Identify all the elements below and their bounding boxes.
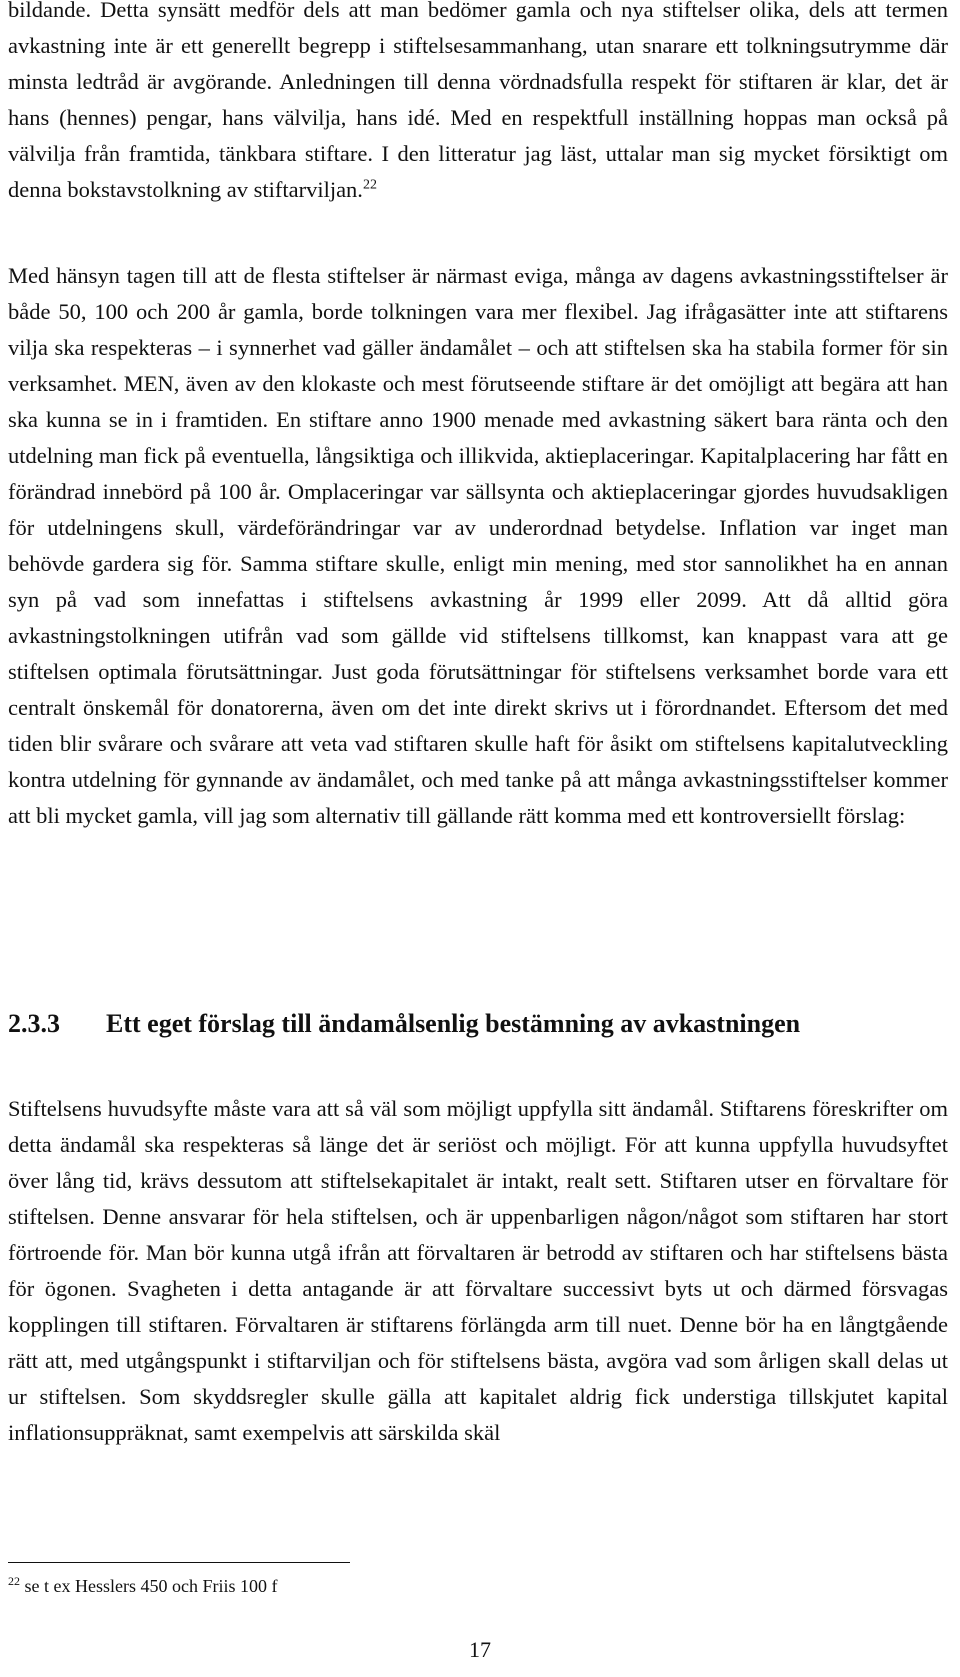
paragraph-1 bbox=[8, 0, 948, 208]
paragraph-1-text: bildande. Detta synsätt medför dels att man bedömer gamla och nya stiftelser olika, dels att termen avkastning inte är ett generellt begrepp i stiftelsesammanhang, utan snarare ett tolkningsutrymme där minsta ledtråd är avgörande. Anledningen till denna vördnadsfulla respekt för stiftaren är klar, det är hans (hennes) pengar, hans välvilja, hans idé. Med en respektfull inställning hoppas man också på välvilja från framtida, tänkbara stiftare. I den litteratur jag läst, uttalar man sig mycket försiktigt om denna bokstavstolkning av stiftarviljan. bbox=[8, 0, 948, 202]
footnote bbox=[8, 1574, 277, 1598]
footnote-text: se t ex Hesslers 450 och Friis 100 f bbox=[24, 1576, 278, 1596]
footnote-separator bbox=[8, 1562, 350, 1563]
section-heading bbox=[8, 1005, 948, 1043]
paragraph-3: Stiftelsens huvudsyfte måste vara att så väl som möjligt uppfylla sitt ändamål. Stiftarens föreskrifter om detta ändamål ska respekteras så länge det är seriöst och möjligt. För att kunna uppfylla huvudsyftet över lång tid, krävs dessutom att stiftelsekapitalet är intakt, realt sett. Stiftaren utser en förvaltare för stiftelsen. Denne ansvarar för hela stiftelsen, och är uppenbarligen någon/något som stiftaren har stort förtroende för. Man bör kunna utgå ifrån att förvaltaren är betrodd av stiftaren och har stiftelsens bästa för ögonen. Svagheten i detta antagande är att förvaltare successivt byts ut och därmed försvagas kopplingen till stiftaren. Förvaltaren är stiftarens förlängda arm till nuet. Denne bör ha en långtgående rätt att, med utgångspunkt i stiftarviljan och för stiftelsens bästa, avgöra vad som årligen skall delas ut ur stiftelsen. Som skyddsregler skulle gälla att kapitalet aldrig fick understiga tillskjutet kapital inflationsuppräknat, samt exempelvis att särskilda skäl bbox=[8, 1096, 948, 1445]
footnote-marker: 22 bbox=[8, 1574, 20, 1588]
section-number: 2.3.3 bbox=[8, 1009, 60, 1038]
section-title: Ett eget förslag till ändamålsenlig bestämning av avkastningen bbox=[106, 1009, 801, 1038]
paragraph-2: Med hänsyn tagen till att de flesta stiftelser är närmast eviga, många av dagens avkastningsstiftelser är både 50, 100 och 200 år gamla, borde tolkningen vara mer flexibel. Jag ifrågasätter inte att stiftarens vilja ska respekteras – i synnerhet vad gäller ändamålet – och att stiftelsen ska ha stabila former för sin verksamhet. MEN, även av den klokaste och mest förutseende stiftare är det omöjligt att begära att han ska kunna se in i framtiden. En stiftare anno 1900 menade med avkastning säkert bara ränta och den utdelning man fick på eventuella, långsiktiga och illikvida, aktieplaceringar. Kapitalplacering har fått en förändrad innebörd på 100 år. Omplaceringar var sällsynta och aktieplaceringar gjordes huvudsakligen för utdelningens skull, värdeförändringar var av underordnad betydelse. Inflation var inget man behövde gardera sig för. Samma stiftare skulle, enligt min mening, med stor sannolikhet ha en annan syn på vad som innefattas i stiftelsens avkastning år 1999 eller 2099. Att då alltid göra avkastningstolkningen utifrån vad som gällde vid stiftelsens tillkomst, kan knappast vara att ge stiftelsen optimala förutsättningar. Just goda förutsättningar för stiftelsens verksamhet borde vara ett centralt önskemål för donatorerna, även om det inte direkt skrivs ut i förordnandet. Eftersom det med tiden blir svårare och svårare att veta vad stiftaren skulle haft för åsikt om stiftelsens kapitalutveckling kontra utdelning för gynnande av ändamålet, och med tanke på att många avkastningsstiftelser kommer att bli mycket gamla, vill jag som alternativ till gällande rätt komma med ett kontroversiellt förslag: bbox=[8, 263, 948, 828]
footnote-reference: 22 bbox=[362, 177, 377, 193]
page-number: 17 bbox=[469, 1637, 491, 1662]
